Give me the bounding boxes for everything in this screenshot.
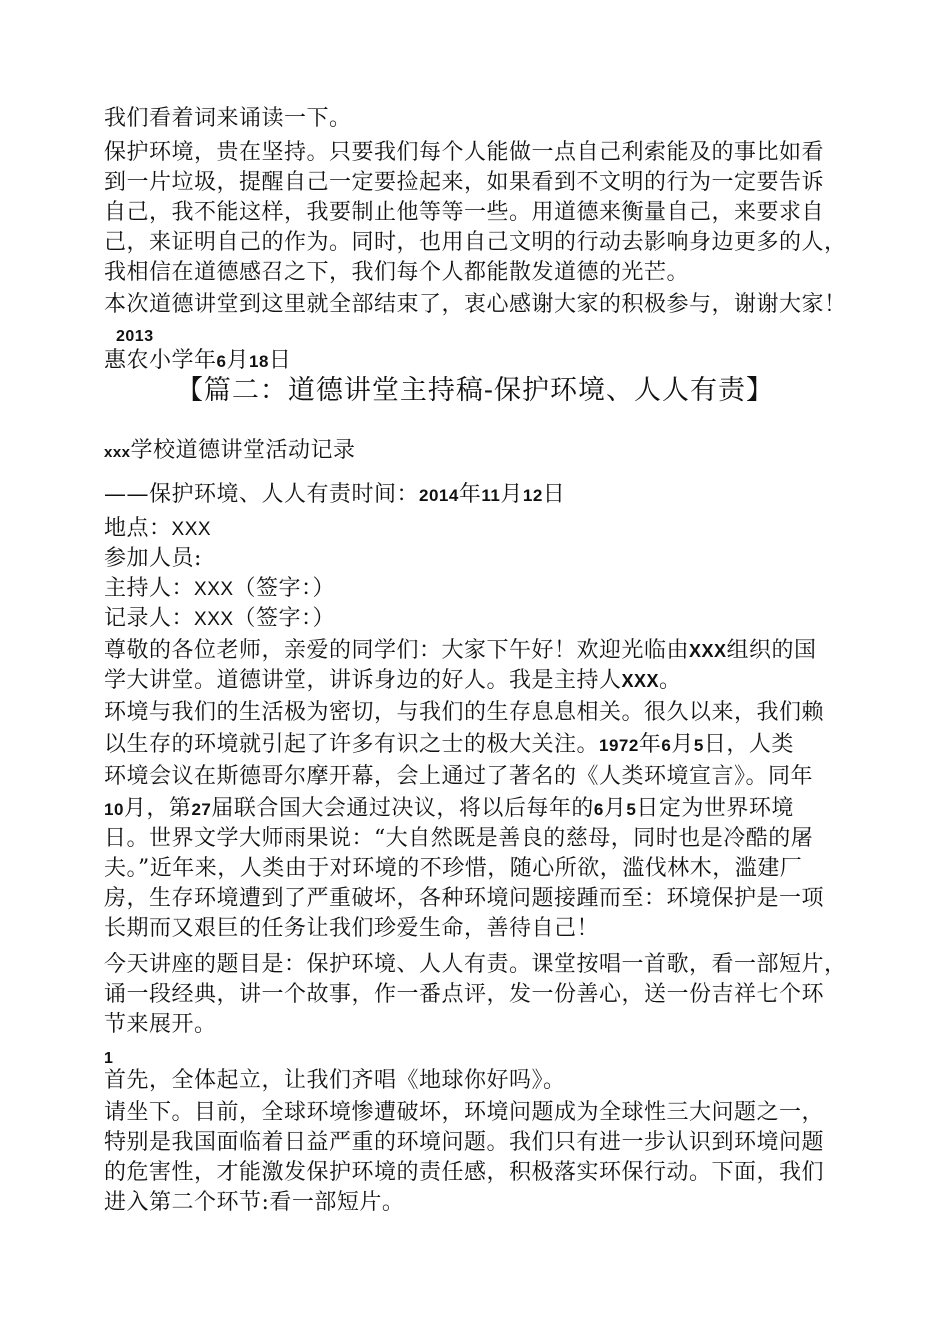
host-label: 主持人： (104, 576, 195, 601)
env-line: 夫。”近年来，人类由于对环境的不珍惜，随心所欲，滥伐林木，滥建厂 (104, 856, 803, 881)
record-prefix: xxx (104, 444, 131, 461)
recorder-signature: （签字：） (233, 606, 336, 631)
env-month: 6 (661, 736, 672, 755)
signoff-day: 18 (249, 352, 269, 371)
env-line (104, 730, 794, 761)
env-month: 6 (593, 800, 604, 819)
env-number: 27 (191, 800, 212, 819)
text-line: 自己，我不能这样，我要制止他等等一些。用道德来衡量自己，来要求自 (104, 200, 825, 225)
subtitle-text: 月 (500, 482, 523, 507)
intro-text: 学大讲堂。道德讲堂，讲诉身边的好人。我是主持人 (104, 668, 622, 693)
subtitle-month: 11 (481, 486, 501, 505)
closing-line: 的危害性，才能激发保护环境的责任感，积极落实环保行动。下面，我们 (104, 1160, 825, 1185)
env-text: 年 (638, 732, 662, 757)
location-value: XXX (171, 519, 212, 540)
text-line: 我相信在道德感召之下，我们每个人都能散发道德的光芒。 (104, 260, 690, 285)
closing-line: 请坐下。目前，全球环境惨遭破坏，环境问题成为全球性三大问题之一， (104, 1100, 825, 1125)
intro-line (104, 636, 817, 666)
signoff-text: 惠农小学年 (104, 348, 217, 373)
participants-line: 参加人员: (104, 546, 202, 571)
record-title-text: 学校道德讲堂活动记录 (130, 438, 356, 463)
intro-xxx: XXX (689, 641, 727, 661)
closing-line: 进入第二个环节:看一部短片。 (104, 1190, 405, 1215)
host-line (104, 574, 335, 605)
topic-line: 节来展开。 (104, 1012, 217, 1037)
env-text: 届联合国大会通过决议，将以后每年的 (211, 796, 594, 821)
env-text: 日定为世界环境 (636, 796, 794, 821)
signoff-text: 日 (268, 348, 292, 373)
intro-text: 组织的国 (726, 638, 817, 663)
step-number: 1 (104, 1050, 114, 1067)
subtitle-text: 年 (458, 482, 482, 507)
year-label: 2013 (116, 328, 154, 345)
env-line: 长期而又艰巨的任务让我们珍爱生命，善待自己！ (104, 916, 600, 941)
text-line: 己，来证明自己的作为。同时，也用自己文明的行动去影响身边更多的人， (104, 230, 847, 255)
intro-text: 。 (659, 668, 682, 693)
recorder-line (104, 604, 335, 635)
recorder-value: XXX (194, 609, 234, 630)
text-line: 我们看着词来诵读一下。 (104, 106, 352, 131)
subtitle-line (104, 480, 565, 511)
env-day: 5 (693, 736, 704, 755)
env-line (104, 794, 794, 825)
env-text: 月 (603, 796, 627, 821)
env-text: 月，第 (123, 796, 192, 821)
signoff-text: 月 (226, 348, 249, 373)
subtitle-day: 12 (522, 486, 543, 505)
host-value: XXX (194, 579, 234, 600)
host-signature: （签字：） (233, 576, 336, 601)
env-line: 环境会议在斯德哥尔摩开幕，会上通过了著名的《人类环境宣言》。同年 (104, 764, 814, 789)
env-line: 环境与我们的生活极为密切，与我们的生存息息相关。很久以来，我们赖 (104, 700, 825, 725)
signoff-line (104, 346, 291, 377)
subtitle-year: 2014 (419, 486, 459, 505)
location-label: 地点： (104, 516, 172, 541)
subtitle-text: ——保护环境、人人有责时间： (104, 482, 420, 507)
signoff-month: 6 (216, 352, 227, 371)
topic-line: 今天讲座的题目是：保护环境、人人有责。课堂按唱一首歌，看一部短片， (104, 952, 847, 977)
env-text: 以生存的环境就引起了许多有识之士的极大关注。 (104, 732, 600, 757)
recorder-label: 记录人： (104, 606, 195, 631)
section-title: 【篇二：道德讲堂主持稿-保护环境、人人有责】 (175, 375, 775, 406)
env-text: 日，人类 (703, 732, 794, 757)
env-line: 日。世界文学大师雨果说：“大自然既是善良的慈母，同时也是冷酷的屠 (104, 826, 814, 851)
intro-xxx: XXX (621, 671, 660, 691)
intro-line (104, 666, 682, 696)
env-text: 月 (671, 732, 694, 757)
text-line: 本次道德讲堂到这里就全部结束了，衷心感谢大家的积极参与，谢谢大家！ (104, 292, 847, 317)
intro-text: 尊敬的各位老师，亲爱的同学们：大家下午好！欢迎光临由 (104, 638, 690, 663)
record-title (104, 436, 356, 468)
text-line: 保护环境，贵在坚持。只要我们每个人能做一点自己利索能及的事比如看 (104, 140, 825, 165)
closing-line: 特别是我国面临着日益严重的环境问题。我们只有进一步认识到环境问题 (104, 1130, 825, 1155)
env-day: 5 (626, 800, 637, 819)
env-year: 1972 (599, 736, 639, 755)
subtitle-text: 日 (542, 482, 566, 507)
step-line: 首先，全体起立，让我们齐唱《地球你好吗》。 (104, 1068, 566, 1093)
env-month: 10 (104, 800, 124, 819)
text-line: 到一片垃圾，提醒自己一定要捡起来，如果看到不文明的行为一定要告诉 (104, 170, 825, 195)
env-line: 房，生存环境遭到了严重破坏，各种环境问题接踵而至：环境保护是一项 (104, 886, 825, 911)
topic-line: 诵一段经典，讲一个故事，作一番点评，发一份善心，送一份吉祥七个环 (104, 982, 825, 1007)
location-line (104, 514, 211, 545)
